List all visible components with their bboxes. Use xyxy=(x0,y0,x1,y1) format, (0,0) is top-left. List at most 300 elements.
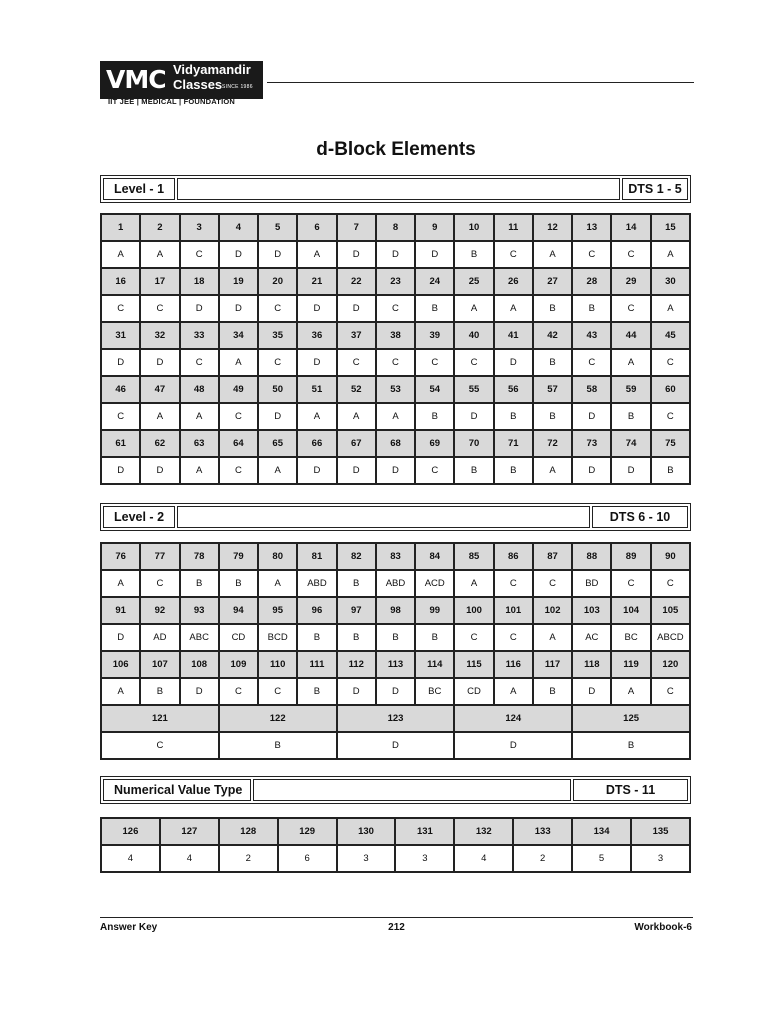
question-number-cell: 118 xyxy=(572,651,611,678)
answer-cell: C xyxy=(415,457,454,484)
answer-row xyxy=(101,624,690,651)
answer-cell: A xyxy=(297,241,336,268)
question-number-cell: 64 xyxy=(219,430,258,457)
question-number-cell: 81 xyxy=(297,543,336,570)
answer-cell: B xyxy=(140,678,179,705)
question-number-cell: 55 xyxy=(454,376,493,403)
question-number-cell: 4 xyxy=(219,214,258,241)
question-number-cell: 30 xyxy=(651,268,690,295)
question-number-cell: 9 xyxy=(415,214,454,241)
question-number-cell: 2 xyxy=(140,214,179,241)
question-number-cell: 112 xyxy=(337,651,376,678)
answer-cell: A xyxy=(611,678,650,705)
answer-cell: B xyxy=(494,403,533,430)
answer-cell: D xyxy=(454,403,493,430)
answer-cell: D xyxy=(376,678,415,705)
level-2-spacer xyxy=(177,506,590,528)
question-number-cell: 114 xyxy=(415,651,454,678)
question-number-cell: 67 xyxy=(337,430,376,457)
question-number-cell: 18 xyxy=(180,268,219,295)
question-number-row xyxy=(101,430,690,457)
numerical-answer-grid xyxy=(100,817,691,873)
answer-row xyxy=(101,678,690,705)
question-number-row xyxy=(101,651,690,678)
question-number-cell: 48 xyxy=(180,376,219,403)
question-number-cell: 51 xyxy=(297,376,336,403)
answer-cell: C xyxy=(376,349,415,376)
answer-cell: B xyxy=(611,403,650,430)
question-number-cell: 43 xyxy=(572,322,611,349)
question-number-cell: 63 xyxy=(180,430,219,457)
question-number-cell: 80 xyxy=(258,543,297,570)
question-number-cell: 26 xyxy=(494,268,533,295)
answer-cell: A xyxy=(494,678,533,705)
question-number-cell: 121 xyxy=(101,705,219,732)
question-number-cell: 57 xyxy=(533,376,572,403)
level-1-answer-grid xyxy=(100,213,691,485)
question-number-cell: 19 xyxy=(219,268,258,295)
level-1-spacer xyxy=(177,178,620,200)
question-number-cell: 101 xyxy=(494,597,533,624)
answer-cell: D xyxy=(611,457,650,484)
question-number-cell: 47 xyxy=(140,376,179,403)
answer-cell: C xyxy=(101,295,140,322)
answer-cell: D xyxy=(337,457,376,484)
question-number-cell: 111 xyxy=(297,651,336,678)
question-number-cell: 8 xyxy=(376,214,415,241)
answer-cell: D xyxy=(415,241,454,268)
question-number-cell: 17 xyxy=(140,268,179,295)
question-number-cell: 40 xyxy=(454,322,493,349)
question-number-cell: 25 xyxy=(454,268,493,295)
question-number-cell: 103 xyxy=(572,597,611,624)
question-number-cell: 71 xyxy=(494,430,533,457)
answer-cell: BCD xyxy=(258,624,297,651)
answer-cell: D xyxy=(140,349,179,376)
question-number-cell: 5 xyxy=(258,214,297,241)
question-number-cell: 11 xyxy=(494,214,533,241)
answer-cell: D xyxy=(258,241,297,268)
level-2-label: Level - 2 xyxy=(103,506,175,528)
question-number-cell: 52 xyxy=(337,376,376,403)
question-number-row xyxy=(101,818,690,845)
answer-cell: D xyxy=(101,349,140,376)
level-1-label: Level - 1 xyxy=(103,178,175,200)
answer-cell: D xyxy=(376,457,415,484)
answer-cell: 3 xyxy=(631,845,690,872)
answer-cell: A xyxy=(180,403,219,430)
answer-cell: A xyxy=(376,403,415,430)
question-number-cell: 22 xyxy=(337,268,376,295)
answer-cell: ABD xyxy=(376,570,415,597)
answer-cell: C xyxy=(415,349,454,376)
answer-row xyxy=(101,570,690,597)
question-number-cell: 104 xyxy=(611,597,650,624)
page-title: d-Block Elements xyxy=(316,139,476,160)
answer-cell: B xyxy=(297,678,336,705)
level-2-bar xyxy=(100,503,691,531)
question-number-cell: 123 xyxy=(337,705,455,732)
answer-cell: C xyxy=(258,678,297,705)
numerical-dts: DTS - 11 xyxy=(573,779,688,801)
question-number-cell: 76 xyxy=(101,543,140,570)
question-number-cell: 113 xyxy=(376,651,415,678)
question-number-cell: 60 xyxy=(651,376,690,403)
answer-cell: B xyxy=(297,624,336,651)
question-number-cell: 127 xyxy=(160,818,219,845)
question-number-cell: 44 xyxy=(611,322,650,349)
answer-cell: A xyxy=(494,295,533,322)
footer-divider xyxy=(100,917,693,918)
question-number-row xyxy=(101,268,690,295)
question-number-cell: 12 xyxy=(533,214,572,241)
question-number-cell: 37 xyxy=(337,322,376,349)
answer-cell: B xyxy=(180,570,219,597)
answer-cell: D xyxy=(140,457,179,484)
question-number-cell: 38 xyxy=(376,322,415,349)
answer-cell: B xyxy=(219,570,258,597)
answer-cell: C xyxy=(494,624,533,651)
answer-cell: A xyxy=(101,241,140,268)
question-number-cell: 120 xyxy=(651,651,690,678)
question-number-row xyxy=(101,376,690,403)
answer-cell: A xyxy=(297,403,336,430)
question-number-cell: 49 xyxy=(219,376,258,403)
answer-cell: A xyxy=(337,403,376,430)
question-number-cell: 59 xyxy=(611,376,650,403)
question-number-cell: 13 xyxy=(572,214,611,241)
question-number-cell: 21 xyxy=(297,268,336,295)
answer-cell: C xyxy=(140,295,179,322)
question-number-cell: 124 xyxy=(454,705,572,732)
question-number-cell: 110 xyxy=(258,651,297,678)
answer-cell: CD xyxy=(454,678,493,705)
answer-cell: A xyxy=(140,241,179,268)
answer-cell: D xyxy=(572,457,611,484)
answer-cell: B xyxy=(533,295,572,322)
answer-cell: C xyxy=(533,570,572,597)
question-number-cell: 62 xyxy=(140,430,179,457)
answer-cell: C xyxy=(337,349,376,376)
answer-cell: 4 xyxy=(454,845,513,872)
question-number-cell: 131 xyxy=(395,818,454,845)
answer-cell: D xyxy=(297,457,336,484)
answer-cell: D xyxy=(180,295,219,322)
answer-cell: D xyxy=(337,732,455,759)
answer-cell: ABC xyxy=(180,624,219,651)
answer-cell: C xyxy=(611,570,650,597)
answer-cell: AD xyxy=(140,624,179,651)
question-number-cell: 119 xyxy=(611,651,650,678)
answer-cell: 3 xyxy=(395,845,454,872)
answer-cell: C xyxy=(572,349,611,376)
answer-cell: D xyxy=(572,403,611,430)
answer-cell: A xyxy=(533,457,572,484)
answer-cell: B xyxy=(415,403,454,430)
answer-cell: A xyxy=(219,349,258,376)
question-number-cell: 29 xyxy=(611,268,650,295)
answer-cell: 6 xyxy=(278,845,337,872)
numerical-label: Numerical Value Type xyxy=(103,779,251,801)
answer-cell: ACD xyxy=(415,570,454,597)
answer-cell: D xyxy=(219,241,258,268)
answer-cell: 4 xyxy=(101,845,160,872)
question-number-cell: 97 xyxy=(337,597,376,624)
question-number-cell: 3 xyxy=(180,214,219,241)
question-number-cell: 94 xyxy=(219,597,258,624)
answer-cell: B xyxy=(415,295,454,322)
question-number-cell: 65 xyxy=(258,430,297,457)
question-number-cell: 27 xyxy=(533,268,572,295)
answer-cell: D xyxy=(297,349,336,376)
answer-cell: A xyxy=(101,678,140,705)
question-number-cell: 75 xyxy=(651,430,690,457)
answer-row xyxy=(101,349,690,376)
answer-cell: A xyxy=(533,624,572,651)
question-number-cell: 93 xyxy=(180,597,219,624)
answer-cell: A xyxy=(651,295,690,322)
answer-cell: ABD xyxy=(297,570,336,597)
question-number-cell: 39 xyxy=(415,322,454,349)
answer-cell: D xyxy=(572,678,611,705)
question-number-cell: 54 xyxy=(415,376,454,403)
answer-cell: A xyxy=(258,457,297,484)
question-number-cell: 83 xyxy=(376,543,415,570)
question-number-cell: 58 xyxy=(572,376,611,403)
question-number-cell: 33 xyxy=(180,322,219,349)
question-number-cell: 32 xyxy=(140,322,179,349)
answer-cell: D xyxy=(219,295,258,322)
answer-cell: D xyxy=(376,241,415,268)
question-number-cell: 88 xyxy=(572,543,611,570)
question-number-cell: 41 xyxy=(494,322,533,349)
answer-cell: C xyxy=(651,570,690,597)
answer-cell: C xyxy=(258,349,297,376)
answer-cell: 2 xyxy=(219,845,278,872)
numerical-spacer xyxy=(253,779,571,801)
answer-cell: C xyxy=(219,678,258,705)
answer-cell: B xyxy=(494,457,533,484)
level-1-bar xyxy=(100,175,691,203)
question-number-cell: 84 xyxy=(415,543,454,570)
answer-cell: C xyxy=(454,349,493,376)
level-2-answer-grid xyxy=(100,542,691,760)
question-number-cell: 70 xyxy=(454,430,493,457)
question-number-cell: 85 xyxy=(454,543,493,570)
question-number-cell: 15 xyxy=(651,214,690,241)
question-number-cell: 74 xyxy=(611,430,650,457)
answer-cell: C xyxy=(494,241,533,268)
answer-cell: B xyxy=(572,295,611,322)
answer-cell: C xyxy=(611,241,650,268)
question-number-cell: 6 xyxy=(297,214,336,241)
answer-cell: A xyxy=(140,403,179,430)
question-number-cell: 109 xyxy=(219,651,258,678)
logo-brand: VMC xyxy=(106,65,166,94)
question-number-cell: 115 xyxy=(454,651,493,678)
question-number-cell: 82 xyxy=(337,543,376,570)
question-number-cell: 95 xyxy=(258,597,297,624)
answer-cell: B xyxy=(572,732,690,759)
answer-cell: C xyxy=(651,349,690,376)
question-number-cell: 53 xyxy=(376,376,415,403)
question-number-cell: 126 xyxy=(101,818,160,845)
answer-cell: D xyxy=(101,457,140,484)
question-number-cell: 46 xyxy=(101,376,140,403)
question-number-cell: 105 xyxy=(651,597,690,624)
question-number-cell: 14 xyxy=(611,214,650,241)
logo-tagline: IIT JEE | MEDICAL | FOUNDATION xyxy=(108,97,236,106)
answer-cell: B xyxy=(337,624,376,651)
question-number-cell: 108 xyxy=(180,651,219,678)
answer-cell: D xyxy=(258,403,297,430)
answer-cell: A xyxy=(651,241,690,268)
answer-cell: D xyxy=(297,295,336,322)
question-number-cell: 132 xyxy=(454,818,513,845)
question-number-cell: 91 xyxy=(101,597,140,624)
question-number-cell: 20 xyxy=(258,268,297,295)
answer-cell: C xyxy=(258,295,297,322)
answer-row xyxy=(101,241,690,268)
answer-cell: B xyxy=(533,349,572,376)
question-number-cell: 130 xyxy=(337,818,396,845)
answer-cell: C xyxy=(572,241,611,268)
question-number-row xyxy=(101,597,690,624)
question-number-cell: 42 xyxy=(533,322,572,349)
answer-cell: B xyxy=(219,732,337,759)
question-number-cell: 116 xyxy=(494,651,533,678)
answer-cell: D xyxy=(337,241,376,268)
question-number-cell: 1 xyxy=(101,214,140,241)
answer-row xyxy=(101,295,690,322)
answer-row xyxy=(101,732,690,759)
answer-cell: A xyxy=(533,241,572,268)
answer-cell: BC xyxy=(611,624,650,651)
question-number-cell: 98 xyxy=(376,597,415,624)
question-number-cell: 35 xyxy=(258,322,297,349)
question-number-cell: 72 xyxy=(533,430,572,457)
answer-cell: C xyxy=(140,570,179,597)
question-number-cell: 36 xyxy=(297,322,336,349)
answer-cell: A xyxy=(180,457,219,484)
logo-line1: Vidyamandir xyxy=(173,62,251,77)
question-number-cell: 86 xyxy=(494,543,533,570)
answer-cell: C xyxy=(101,403,140,430)
answer-cell: D xyxy=(180,678,219,705)
question-number-cell: 56 xyxy=(494,376,533,403)
answer-cell: C xyxy=(101,732,219,759)
answer-cell: C xyxy=(611,295,650,322)
answer-row xyxy=(101,845,690,872)
answer-cell: C xyxy=(651,678,690,705)
question-number-cell: 10 xyxy=(454,214,493,241)
footer-page-number: 212 xyxy=(388,922,405,933)
question-number-cell: 134 xyxy=(572,818,631,845)
answer-cell: D xyxy=(337,295,376,322)
answer-cell: B xyxy=(651,457,690,484)
answer-cell: 3 xyxy=(337,845,396,872)
question-number-cell: 106 xyxy=(101,651,140,678)
answer-cell: A xyxy=(258,570,297,597)
level-1-dts: DTS 1 - 5 xyxy=(622,178,688,200)
question-number-cell: 78 xyxy=(180,543,219,570)
answer-row xyxy=(101,457,690,484)
vmc-logo xyxy=(100,61,263,99)
answer-cell: D xyxy=(337,678,376,705)
answer-cell: B xyxy=(454,241,493,268)
answer-cell: C xyxy=(180,241,219,268)
answer-cell: C xyxy=(454,624,493,651)
question-number-cell: 50 xyxy=(258,376,297,403)
question-number-cell: 7 xyxy=(337,214,376,241)
answer-cell: A xyxy=(101,570,140,597)
question-number-cell: 99 xyxy=(415,597,454,624)
question-number-cell: 135 xyxy=(631,818,690,845)
answer-cell: D xyxy=(454,732,572,759)
question-number-cell: 100 xyxy=(454,597,493,624)
question-number-cell: 34 xyxy=(219,322,258,349)
question-number-cell: 90 xyxy=(651,543,690,570)
question-number-cell: 96 xyxy=(297,597,336,624)
question-number-cell: 117 xyxy=(533,651,572,678)
question-number-cell: 68 xyxy=(376,430,415,457)
question-number-cell: 87 xyxy=(533,543,572,570)
question-number-cell: 92 xyxy=(140,597,179,624)
question-number-cell: 129 xyxy=(278,818,337,845)
question-number-row xyxy=(101,322,690,349)
question-number-row xyxy=(101,214,690,241)
answer-cell: A xyxy=(611,349,650,376)
header-divider xyxy=(267,82,694,83)
answer-cell: C xyxy=(494,570,533,597)
answer-cell: C xyxy=(651,403,690,430)
question-number-cell: 133 xyxy=(513,818,572,845)
answer-cell: C xyxy=(376,295,415,322)
answer-cell: BD xyxy=(572,570,611,597)
answer-cell: B xyxy=(337,570,376,597)
question-number-cell: 45 xyxy=(651,322,690,349)
answer-cell: ABCD xyxy=(651,624,690,651)
answer-cell: A xyxy=(454,570,493,597)
question-number-cell: 61 xyxy=(101,430,140,457)
answer-cell: C xyxy=(180,349,219,376)
answer-row xyxy=(101,403,690,430)
question-number-row xyxy=(101,543,690,570)
answer-cell: B xyxy=(533,403,572,430)
question-number-cell: 73 xyxy=(572,430,611,457)
answer-cell: D xyxy=(494,349,533,376)
answer-cell: B xyxy=(533,678,572,705)
question-number-cell: 31 xyxy=(101,322,140,349)
question-number-cell: 24 xyxy=(415,268,454,295)
footer-right: Workbook-6 xyxy=(634,922,692,933)
logo-since: SINCE 1986 xyxy=(222,84,253,90)
question-number-cell: 89 xyxy=(611,543,650,570)
answer-cell: 4 xyxy=(160,845,219,872)
answer-cell: B xyxy=(376,624,415,651)
answer-cell: B xyxy=(415,624,454,651)
question-number-cell: 122 xyxy=(219,705,337,732)
question-number-cell: 16 xyxy=(101,268,140,295)
question-number-row xyxy=(101,705,690,732)
answer-cell: AC xyxy=(572,624,611,651)
logo-line2: Classes xyxy=(173,77,223,92)
question-number-cell: 102 xyxy=(533,597,572,624)
answer-cell: 2 xyxy=(513,845,572,872)
question-number-cell: 125 xyxy=(572,705,690,732)
answer-cell: A xyxy=(454,295,493,322)
answer-cell: 5 xyxy=(572,845,631,872)
